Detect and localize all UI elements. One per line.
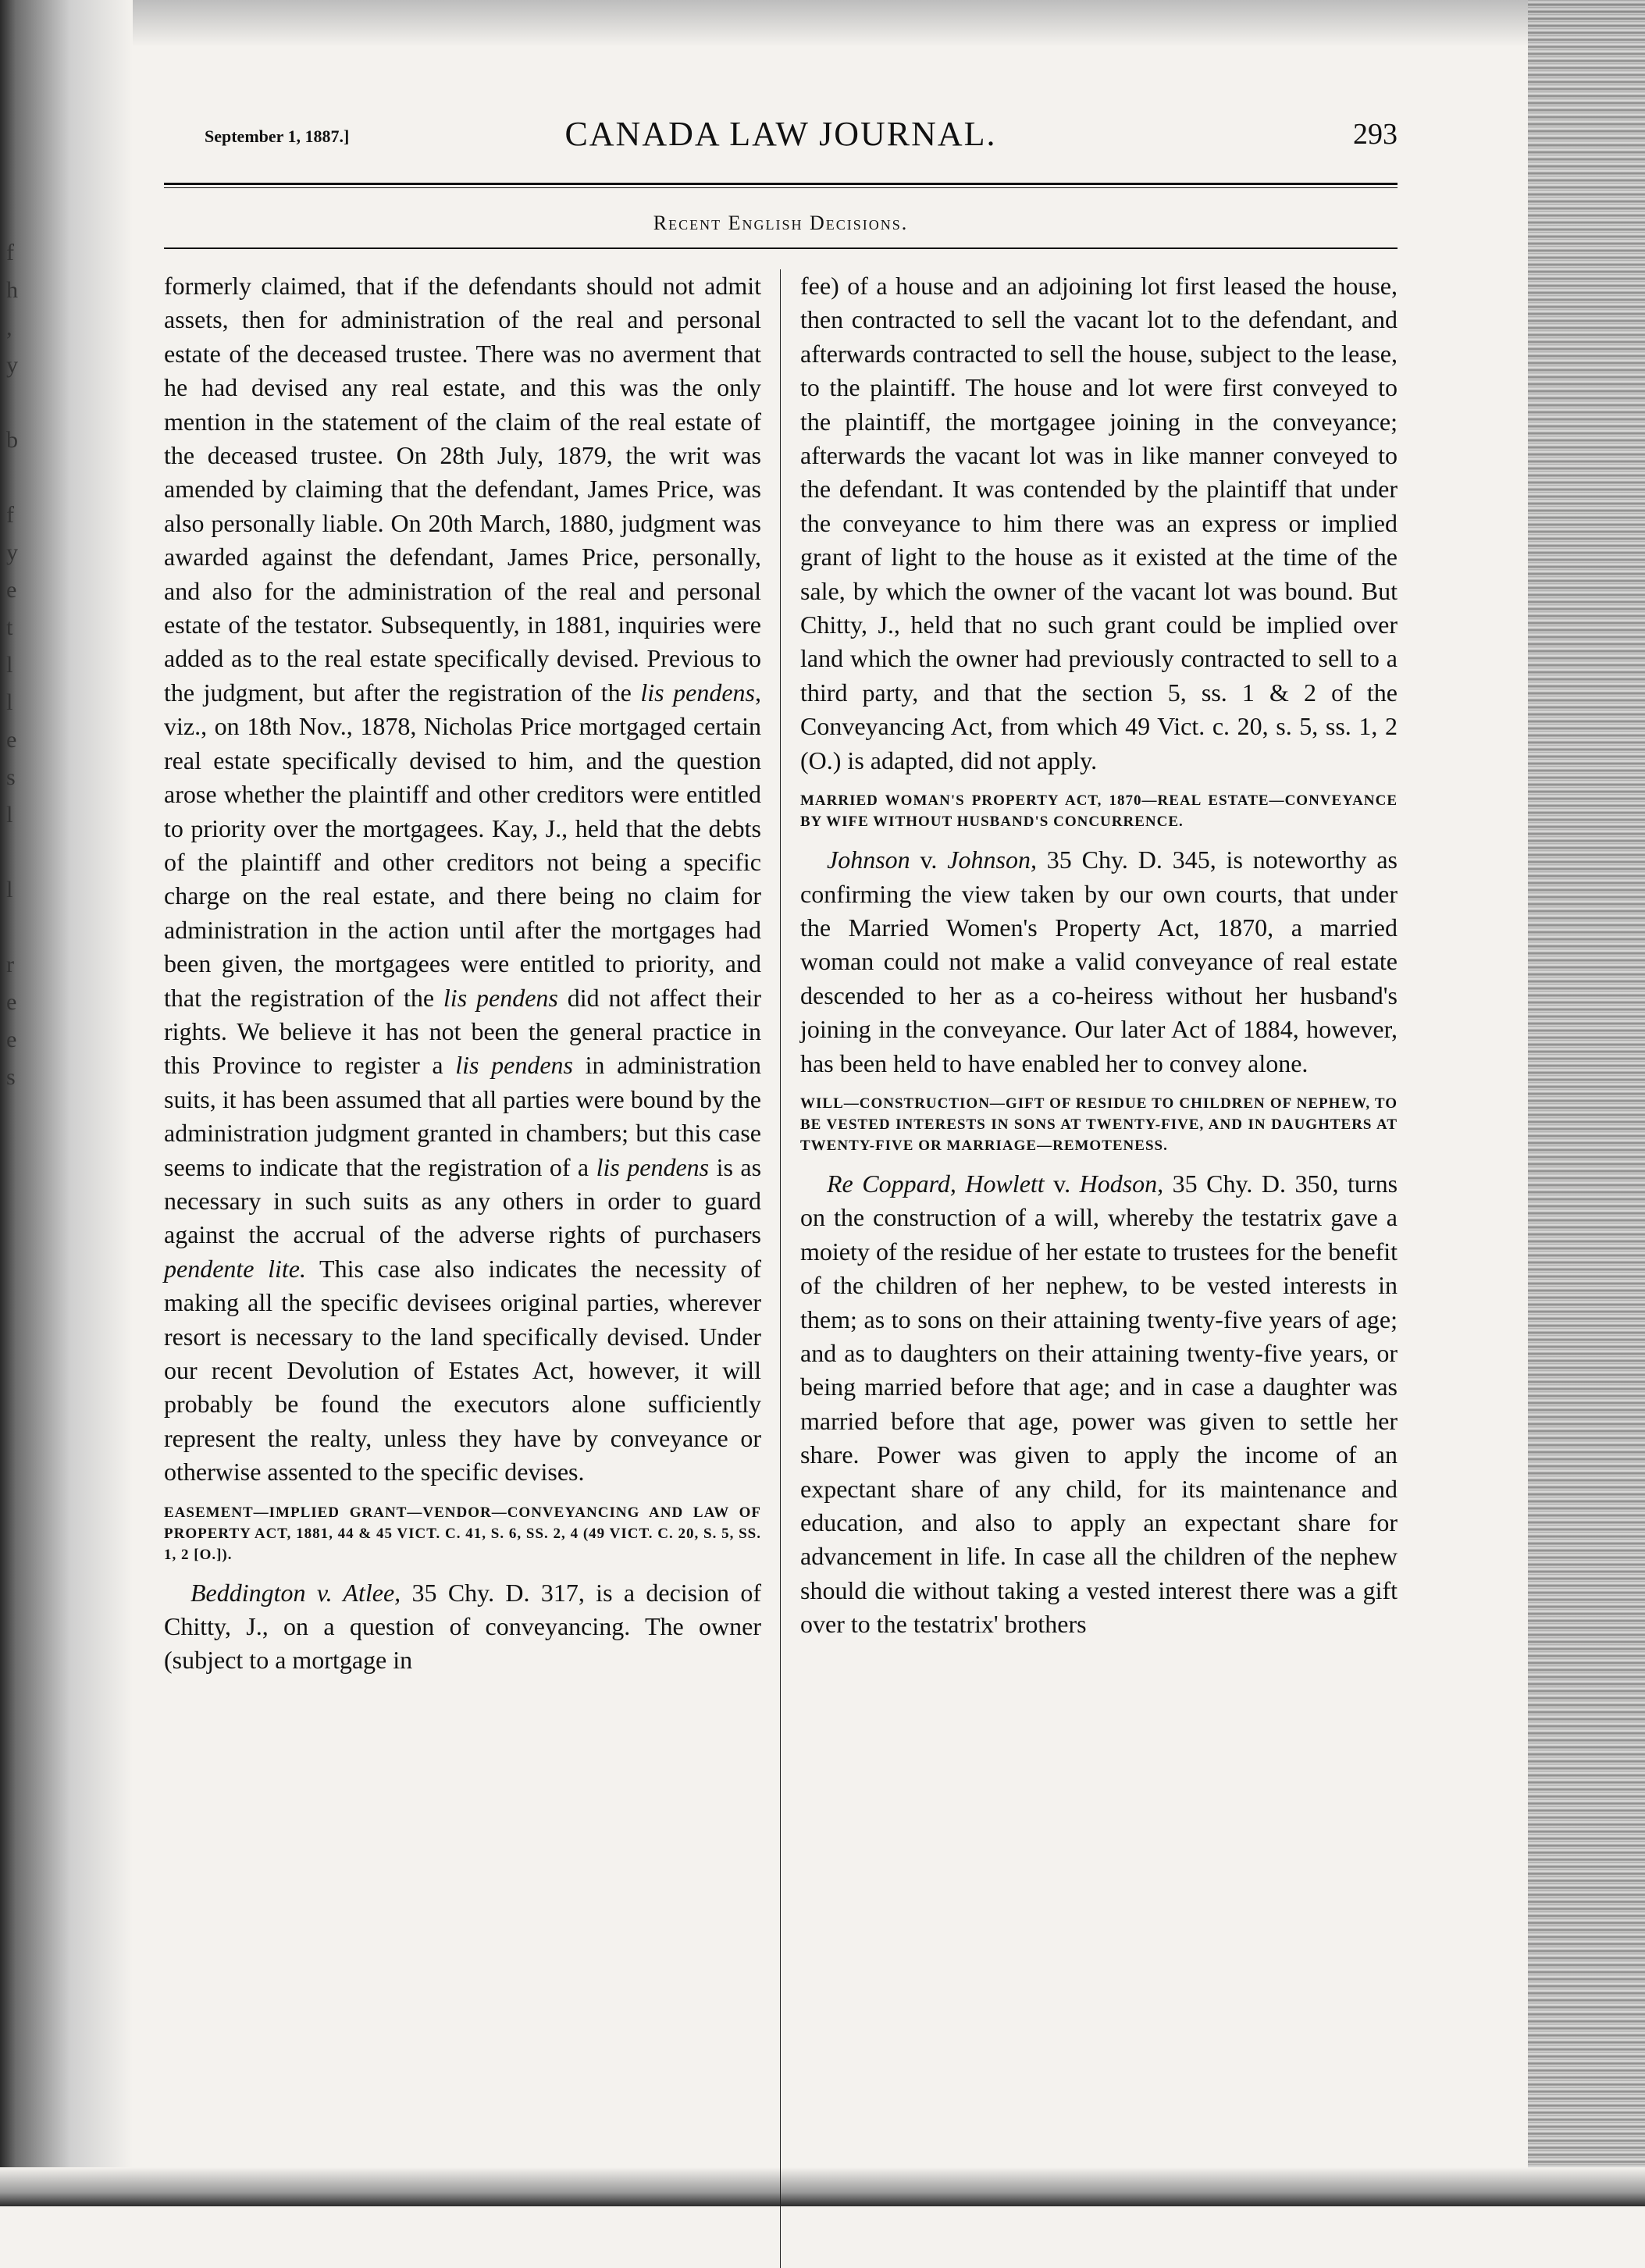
margin-letter: r: [6, 952, 14, 977]
margin-letter: e: [6, 989, 17, 1015]
left-paragraph-1: formerly claimed, that if the defendants should not admit assets, then for administration of the real and personal estate of the deceased trustee. There was no averment that he had devised any real estate, and this was the only mention in the statement of the claim of the real estate of the deceased trustee. On 28th July, 1879, the writ was amended by claiming that the defendant, James Price, was also personally liable. On 20th March, 1880, judgment was awarded against the defendant, James Price, personally, and also for the administration of the real and personal estate of the testator. Subsequently, in 1881, inquiries were added as to the real estate specifically devised. Previous to the judgment, but after the registration of the lis pendens, viz., on 18th Nov., 1878, Nicholas Price mortgaged certain real estate specifically devised to him, and the question arose whether the plaintiff and other creditors were entitled to priority over the mortgagees. Kay, J., held that the debts of the plaintiff and other creditors not being a specific charge on the real estate, and there being no claim for administration in the action until after the mortgages had been given, the mortgagees were entitled to priority, and that the registration of the lis pendens did not affect their rights. We believe it has not been the general practice in this Province to register a lis pendens in administration suits, it has been assumed that all parties were bound by the administration judgment granted in chambers; but this case seems to indicate that the registration of a lis pendens is as necessary in such suits as any others in order to guard against the accrual of the adverse rights of purchasers pendente lite. This case also indicates the necessity of making all the specific devisees original parties, wherever resort is necessary to the land specifically devised. Under our recent Devolution of Estates Act, however, it will probably be found the executors alone sufficiently represent the realty, unless they have by conveyance or otherwise assented to the specific devises.: [164, 272, 762, 1486]
margin-letter: e: [6, 577, 17, 603]
header-rule: [164, 183, 1398, 188]
journal-page: [164, 109, 1398, 1678]
margin-letter: b: [6, 427, 18, 453]
margin-letter: s: [6, 1064, 16, 1090]
section-rule: [164, 247, 1398, 249]
margin-letter: [6, 1171, 37, 1209]
right-paragraph-3: Re Coppard, Howlett v. Hodson, 35 Chy. D. 350, turns on the construction of a will, whereby the testatrix gave a moiety of the residue of her estate to trustees for the benefit of the children of her nephew, to be vested interests in them; as to sons on their attaining twenty-five years of age; and as to daughters on their attaining twenty-five years, or being married before that age; and in case a daughter was married before that age, power was given to settle her share. Power was given to apply the income of an expectant share of any child, for its maintenance and education, and also to apply an expectant share for advancement in life. In case all the children of the nephew should die without taking a vested interest there was a gift over to the testatrix' brothers: [800, 1169, 1398, 1639]
margin-letter: l: [6, 877, 13, 903]
margin-letter: f: [6, 502, 14, 528]
margin-letter: l: [6, 689, 13, 715]
margin-letter: [6, 1134, 37, 1171]
margin-letter: [6, 909, 37, 946]
margin-letter: h: [6, 277, 18, 303]
issue-date: September 1, 1887.]: [205, 126, 350, 146]
margin-letter: e: [6, 1027, 17, 1052]
margin-letter: s: [6, 764, 16, 790]
margin-letter: [6, 459, 37, 497]
margin-letter: l: [6, 652, 13, 678]
margin-letter: [6, 384, 37, 422]
case-heading-easement: EASEMENT—IMPLIED GRANT—VENDOR—CONVEYANCING AND LAW OF PROPERTY ACT, 1881, 44 & 45 VICT. C. 41, S. 6, SS. 2, 4 (49 VICT. C. 20, S. 5, SS. 1, 2 [O.]).: [164, 1504, 761, 1563]
margin-bleed-letters: [6, 234, 37, 1209]
left-paragraph-2: Beddington v. Atlee, 35 Chy. D. 317, is a decision of Chitty, J., on a question of conveyancing. The owner (subject to a mortgage in: [164, 1578, 762, 1675]
margin-letter: ,: [6, 315, 12, 340]
case-heading-will: WILL—CONSTRUCTION—GIFT OF RESIDUE TO CHILDREN OF NEPHEW, TO BE VESTED INTERESTS IN SONS AT TWENTY-FIVE, AND IN DAUGHTERS AT TWENTY-FIVE OR MARRIAGE—REMOTENESS.: [800, 1095, 1398, 1154]
scan-edge-bottom: [0, 2167, 1645, 2206]
right-column: [800, 269, 1398, 1678]
running-head: [164, 109, 1398, 164]
right-paragraph-2: Johnson v. Johnson, 35 Chy. D. 345, is noteworthy as confirming the view taken by our own courts, that under the Married Women's Property Act, 1870, a married woman could not make a valid conveyance of real estate descended to her as a co-heiress without her husband's joining in the conveyance. Our later Act of 1884, however, has been held to have enabled her to convey alone.: [800, 846, 1398, 1077]
margin-letter: [6, 1096, 37, 1134]
scan-edge-right: [1528, 0, 1645, 2206]
margin-letter: y: [6, 539, 18, 565]
right-paragraph-1: fee) of a house and an adjoining lot first leased the house, then contracted to sell the vacant lot to the defendant, and afterwards contracted to sell the house, subject to the lease, to the plaintiff. The house and lot were first conveyed to the plaintiff, the mortgagee joining in the conveyance; afterwards the vacant lot was in like manner conveyed to the defendant. It was contended by the plaintiff that under the conveyance to him there was an express or implied grant of light to the house as it existed at the time of the sale, by which the owner of the vacant lot was bound. But Chitty, J., held that no such grant could be implied over land which the owner had previously contracted to sell to a third party, and that the section 5, ss. 1 & 2 of the Conveyancing Act, from which 49 Vict. c. 20, s. 5, ss. 1, 2 (O.) is adapted, did not apply.: [800, 272, 1398, 774]
case-heading-married-women: MARRIED WOMAN'S PROPERTY ACT, 1870—REAL ESTATE—CONVEYANCE BY WIFE WITHOUT HUSBAND'S CONCURRENCE.: [800, 792, 1398, 831]
journal-title: CANADA LAW JOURNAL.: [564, 115, 997, 153]
margin-letter: y: [6, 352, 18, 378]
margin-letter: f: [6, 240, 14, 265]
scan-edge-top: [0, 0, 1645, 47]
margin-letter: l: [6, 802, 13, 828]
page-number: 293: [1353, 118, 1398, 151]
margin-letter: e: [6, 727, 17, 753]
column-divider: [780, 269, 781, 2268]
margin-letter: t: [6, 614, 13, 640]
section-title: Recent English Decisions.: [653, 212, 909, 234]
two-column-body: [164, 269, 1398, 1678]
left-column: [164, 269, 761, 1678]
margin-letter: [6, 834, 37, 871]
